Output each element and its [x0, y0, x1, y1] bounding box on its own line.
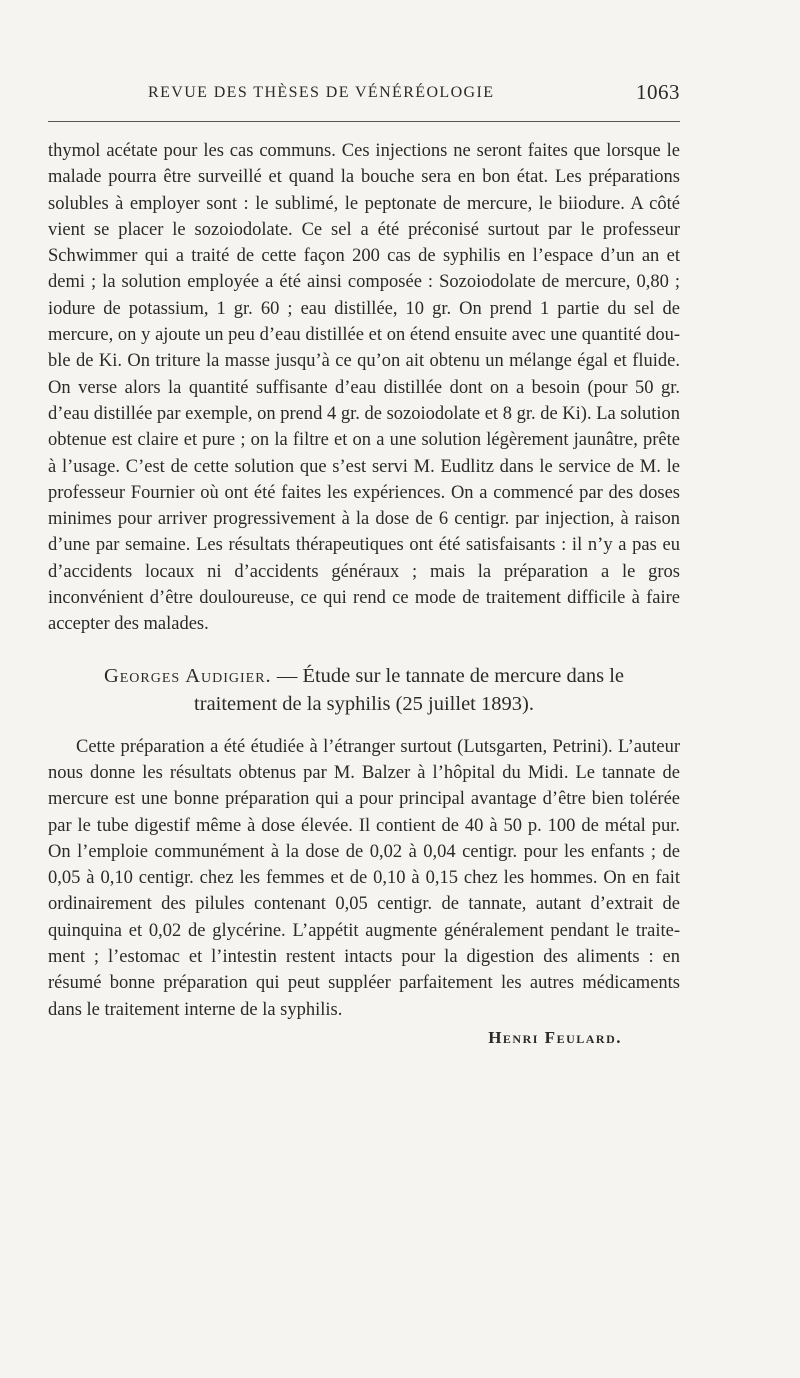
- section-heading: [48, 662, 680, 718]
- heading-author: Georges Audigier.: [103, 664, 272, 687]
- header-rule: [48, 121, 680, 122]
- heading-title-part2: traitement de la syphilis (25 juillet 1893).: [194, 692, 534, 715]
- paragraph-continued: thymol acétate pour les cas communs. Ces injections ne seront faites que lorsque le malade pourra être surveillé et quand la bouche sera en bon état. Les préparations solubles à employer sont : le sublimé, le peptonate de mercure, le biiodure. A côté vient se placer le sozoiodolate. Ce sel a été préconisé surtout par le professeur Schwimmer qui a traité de cette façon 200 cas de syphilis en l’espace d’un an et demi ; la solution employée a été ainsi composée : Sozoiodolate de mercure, 0,80 ; iodure de potassium, 1 gr. 60 ; eau distillée, 10 gr. On prend 1 partie du sel de mercure, on y ajoute un peu d’eau distillée et on étend ensuite avec une quantité double de Ki. On triture la masse jusqu’à ce qu’on ait obtenu un mélange égal et fluide. On verse alors la quantité suffisante d’eau distillée dont on a besoin (pour 50 gr. d’eau distillée par exemple, on prend 4 gr. de sozoiodolate et 8 gr. de Ki). La solution obtenue est claire et pure ; on la filtre et on a une solution légèrement jaunâtre, prête à l’usage. C’est de cette solution que s’est servi M. Eudlitz dans le service de M. le professeur Fournier où ont été faites les expériences. On a commencé par des doses minimes pour arriver progressivement à la dose de 6 centigr. par injection, à raison d’une par semaine. Les résultats thérapeutiques ont été satisfaisants : il n’y a pas eu d’accidents locaux ni d’accidents généraux ; mais la préparation a le gros inconvénient d’être douloureuse, ce qui rend ce mode de traitement difficile à faire accepter des malades.: [48, 141, 680, 635]
- page-number: 1063: [636, 80, 680, 104]
- running-head: [48, 80, 680, 108]
- paragraph-review: Cette préparation a été étudiée à l’étranger surtout (Lutsgarten, Petrini). L’auteur nous donne les résultats obtenus par M. Balzer à l’hôpital du Midi. Le tannate de mercure est une bonne préparation qui a pour principal avantage d’être bien tolérée par le tube digestif même à dose élevée. Il contient de 40 à 50 p. 100 de métal pur. On l’emploie communément à la dose de 0,02 à 0,04 centigr. pour les enfants ; de 0,05 à 0,10 centigr. chez les femmes et de 0,10 à 0,15 chez les hommes. On en fait ordinairement des pilules contenant 0,05 centigr. de tannate, autant d’extrait de quinquina et 0,02 de glycérine. L’appétit augmente généralement pendant le traitement ; l’estomac et l’intestin restent intacts pour la digestion des aliments : en résumé bonne préparation qui peut suppléer parfaitement les autres médicaments dans le traitement interne de la syphilis.: [48, 736, 680, 1020]
- article-body: [48, 138, 680, 1051]
- heading-title-part1: — Étude sur le tannate de mercure dans le: [271, 664, 625, 687]
- running-title: REVUE DES THÈSES DE VÉNÉRÉOLOGIE: [148, 84, 495, 101]
- signature: Henri Feulard.: [488, 1027, 622, 1047]
